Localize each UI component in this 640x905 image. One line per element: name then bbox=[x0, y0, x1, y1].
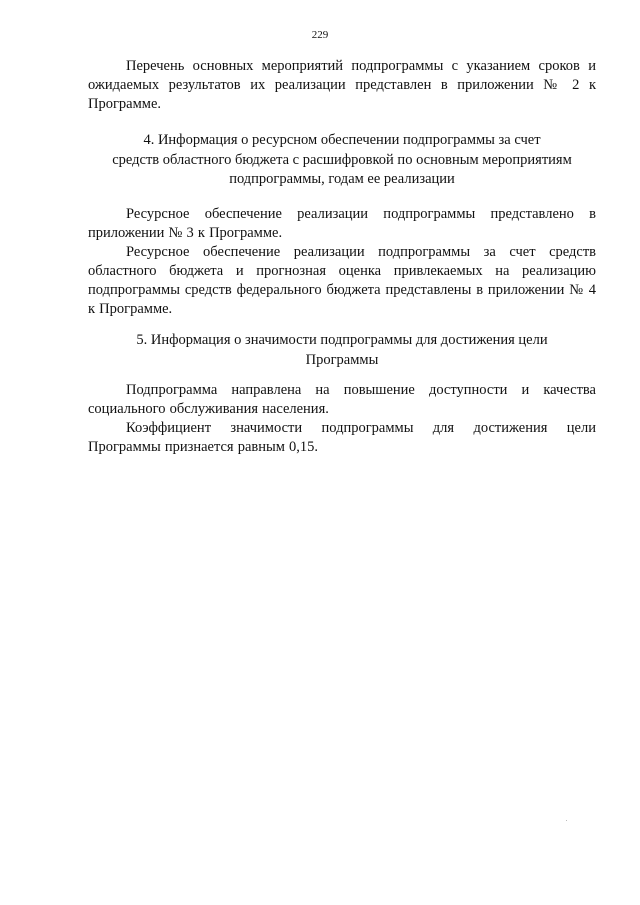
intro-block bbox=[88, 57, 596, 114]
section-5-paragraph-1: Подпрограмма направлена на повышение доступности и качества социального обслуживания населения. bbox=[88, 382, 596, 417]
section-4-heading-line-2: средств областного бюджета с расшифровкой по основным мероприятиям bbox=[112, 151, 572, 168]
scan-mark bbox=[566, 820, 567, 821]
section-5-heading-line-1: 5. Информация о значимости подпрограммы для достижения цели bbox=[136, 332, 548, 348]
section-5-heading-line-2: Программы bbox=[305, 351, 379, 368]
section-5-paragraph-2: Коэффициент значимости подпрограммы для достижения цели Программы признается равным 0,15. bbox=[88, 420, 596, 455]
section-5-body bbox=[88, 381, 596, 457]
section-4-heading-line-1: 4. Информация о ресурсном обеспечении подпрограммы за счет bbox=[143, 132, 541, 148]
page-number: 229 bbox=[311, 29, 329, 41]
section-4-body bbox=[88, 205, 596, 319]
section-5-heading bbox=[88, 331, 596, 370]
section-4-paragraph-1: Ресурсное обеспечение реализации подпрограммы представлено в приложении № 3 к Программе. bbox=[88, 206, 596, 241]
intro-paragraph: Перечень основных мероприятий подпрограммы с указанием сроков и ожидаемых результатов их реализации представлен в приложении № 2 к Программе. bbox=[88, 58, 596, 112]
section-4-heading-line-3: подпрограммы, годам ее реализации bbox=[229, 171, 455, 187]
section-4-heading bbox=[88, 131, 596, 190]
section-4-paragraph-2: Ресурсное обеспечение реализации подпрограммы за счет средств областного бюджета и прогнозная оценка привлекаемых на реализацию подпрограммы средств федерального бюджета представлены в приложении № 4 к Программе. bbox=[88, 244, 596, 317]
